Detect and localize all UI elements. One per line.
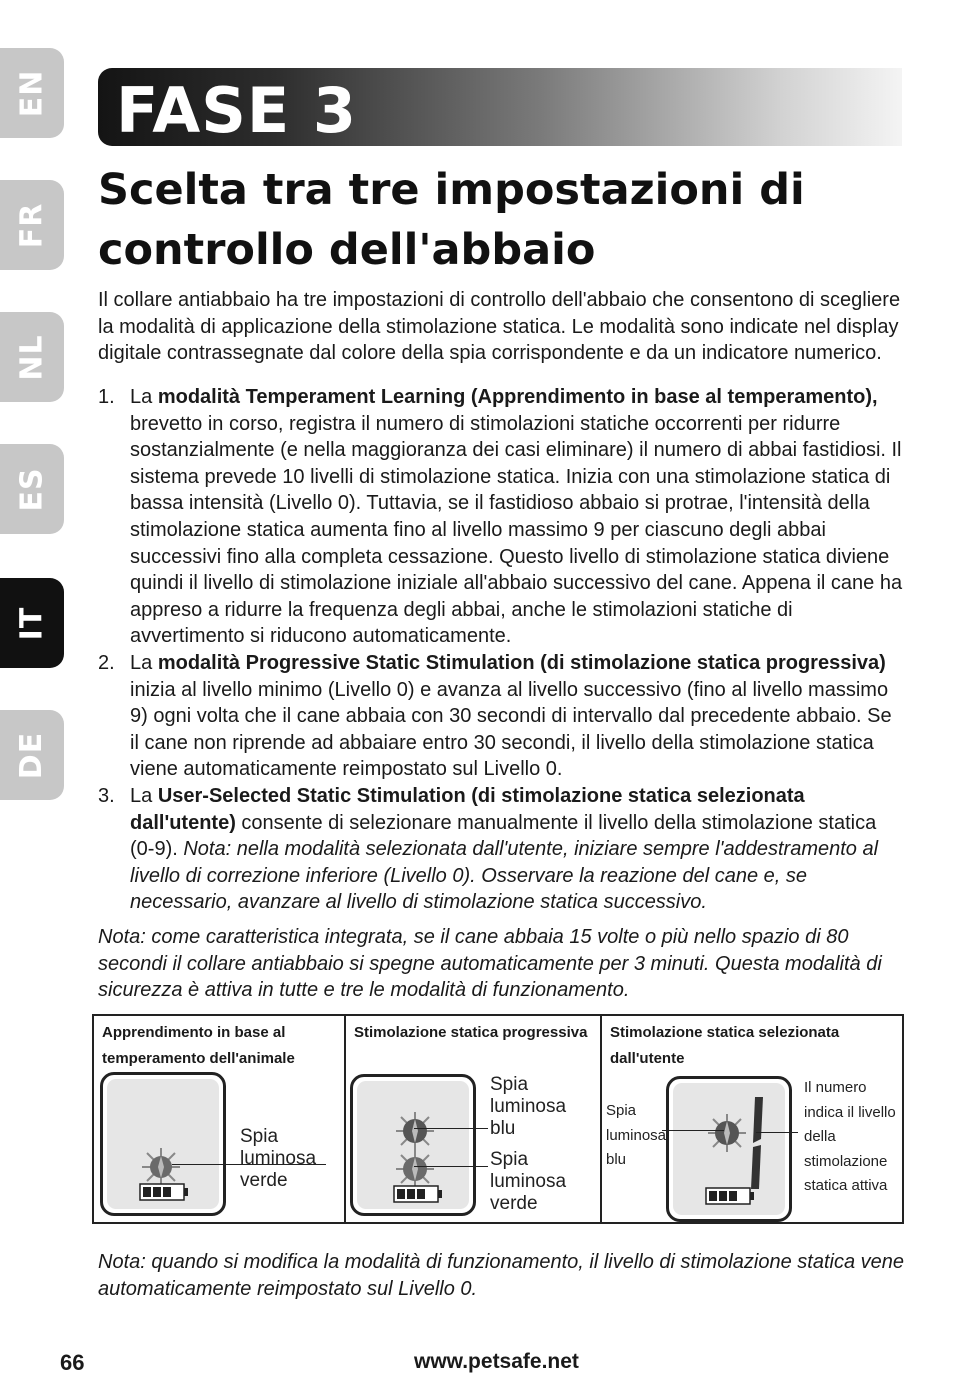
green-light-label: Spia luminosa verde <box>240 1126 317 1191</box>
battery-icon <box>705 1187 755 1205</box>
list-italic-note: Nota: nella modalità selezionata dall'utente, iniziare sempre l'addestramento al livello di correzione inferiore (Livello 0). Osservare la reazione del cane e, se necessario, avanzare al livello di stimolazione statica successivo. <box>130 838 879 914</box>
blue-light-icon <box>395 1111 435 1151</box>
green-light-icon <box>141 1147 181 1187</box>
leader-line <box>172 1164 326 1165</box>
list-item <box>98 384 906 650</box>
battery-icon <box>393 1185 443 1203</box>
list-text: consente di selezionare manualmente il livello della stimolazione statica (0-9). <box>130 811 877 861</box>
collar-display <box>100 1072 226 1216</box>
footer-url[interactable]: www.petsafe.net <box>414 1350 579 1373</box>
lang-tab-label: FR <box>14 202 50 248</box>
mode-list <box>98 384 906 916</box>
list-item <box>98 783 906 916</box>
list-lead: La <box>130 784 158 807</box>
list-bold-text: User-Selected Static Stimulation (di stimolazione statica selezionata dall'utente) <box>130 784 805 834</box>
phase-banner <box>98 68 902 146</box>
level-number-label: Il numero indica il livello della stimolazione statica attiva <box>804 1079 896 1194</box>
list-item <box>98 650 906 783</box>
digit-display-icon <box>741 1095 765 1191</box>
page-title: Scelta tra tre impostazioni di controllo dell'abbaio <box>98 165 805 275</box>
lang-tab-label: ES <box>14 466 50 512</box>
list-number: 1. <box>98 386 115 408</box>
lang-tab-it[interactable] <box>0 578 64 668</box>
lang-tab-de[interactable] <box>0 710 64 800</box>
phase-label: FASE 3 <box>116 74 357 147</box>
mode-column-user-selected <box>600 1016 902 1222</box>
list-text: inizia al livello minimo (Livello 0) e avanza al livello successivo (fino al livello massimo 9) ogni volta che il cane abbaia con 30 secondi di intervallo dal precedente abbaio. Se il cane non riprende ad abbaiare entro 30 secondi, il livello della stimolazione statica viene automaticamente reimpostato sul Livello 0. <box>130 678 892 781</box>
list-number: 2. <box>98 651 115 674</box>
leader-line <box>414 1166 488 1167</box>
green-light-icon <box>395 1149 435 1189</box>
page-number: 66 <box>60 1350 85 1375</box>
mode-column-progressive <box>344 1016 600 1222</box>
lang-tab-nl[interactable] <box>0 312 64 402</box>
intro-paragraph: Il collare antiabbaio ha tre impostazioni di controllo dell'abbaio che consentono di scegliere la modalità di applicazione della stimolazione statica. Le modalità sono indicate nel display digitale contrassegnate dal colore della spia corrispondente e da un indicatore numerico. <box>98 289 901 365</box>
battery-icon <box>139 1183 189 1201</box>
lang-tab-fr[interactable] <box>0 180 64 270</box>
leader-line <box>414 1128 488 1129</box>
lang-tab-label: NL <box>14 333 50 381</box>
lang-tab-label: IT <box>14 606 50 640</box>
list-text: brevetto in corso, registra il numero di stimolazioni statiche occorrenti per ridurre sostanzialmente (e nella maggioranza dei casi eliminare) il numero di abbai fastidiosi. Il sistema prevede 10 livelli di stimolazione statica. Inizia con una stimolazione statica di bassa intensità (Livello 0). Tuttavia, se il fastidioso abbaio si protrae, l'intensità della stimolazione statica aumenta fino al livello massimo 9 per ciascuno degli abbai successivi fino alla completa cessazione. Questo livello di stimolazione statica diviene quindi il livello di stimolazione iniziale all'abbaio successivo del cane. Appena il cane ha appreso a ridurre la frequenza degli abbai, anche le stimolazioni statiche di avvertimento si riducono automaticamente. <box>130 412 903 648</box>
collar-display <box>350 1074 476 1216</box>
leader-line <box>756 1132 798 1133</box>
blue-light-label: Spia luminosa blu <box>490 1074 567 1139</box>
mode-illustration-table <box>92 1014 904 1224</box>
mode-column-title: Apprendimento in base al temperamento dell'animale <box>102 1024 295 1067</box>
list-bold-text: modalità Temperament Learning (Apprendimento in base al temperamento), <box>157 386 878 408</box>
leader-line <box>662 1130 724 1131</box>
mode-column-title: Stimolazione statica selezionata dall'utente <box>610 1024 840 1067</box>
lang-tab-en[interactable] <box>0 48 64 138</box>
blue-light-label: Spia luminosa blu <box>606 1102 667 1168</box>
mode-change-note: Nota: quando si modifica la modalità di funzionamento, il livello di stimolazione statica vene automaticamente reimpostato sul Livello 0. <box>98 1251 904 1300</box>
lang-tab-es[interactable] <box>0 444 64 534</box>
mode-column-temperament <box>94 1016 344 1222</box>
green-light-label: Spia luminosa verde <box>490 1149 567 1214</box>
list-lead: La <box>130 651 158 674</box>
list-bold-text: modalità Progressive Static Stimulation (di stimolazione statica progressiva) <box>157 651 886 674</box>
mode-column-title: Stimolazione statica progressiva <box>354 1024 588 1041</box>
collar-display <box>666 1076 792 1222</box>
list-lead: La <box>130 386 158 408</box>
safety-note: Nota: come caratteristica integrata, se il cane abbaia 15 volte o più nello spazio di 80 secondi il collare antiabbaio si spegne automaticamente per 3 minuti. Questa modalità di sicurezza è attiva in tutte e tre le modalità di funzionamento. <box>98 926 882 1002</box>
list-number: 3. <box>98 784 115 807</box>
lang-tab-label: EN <box>14 69 50 117</box>
lang-tab-label: DE <box>14 731 50 779</box>
